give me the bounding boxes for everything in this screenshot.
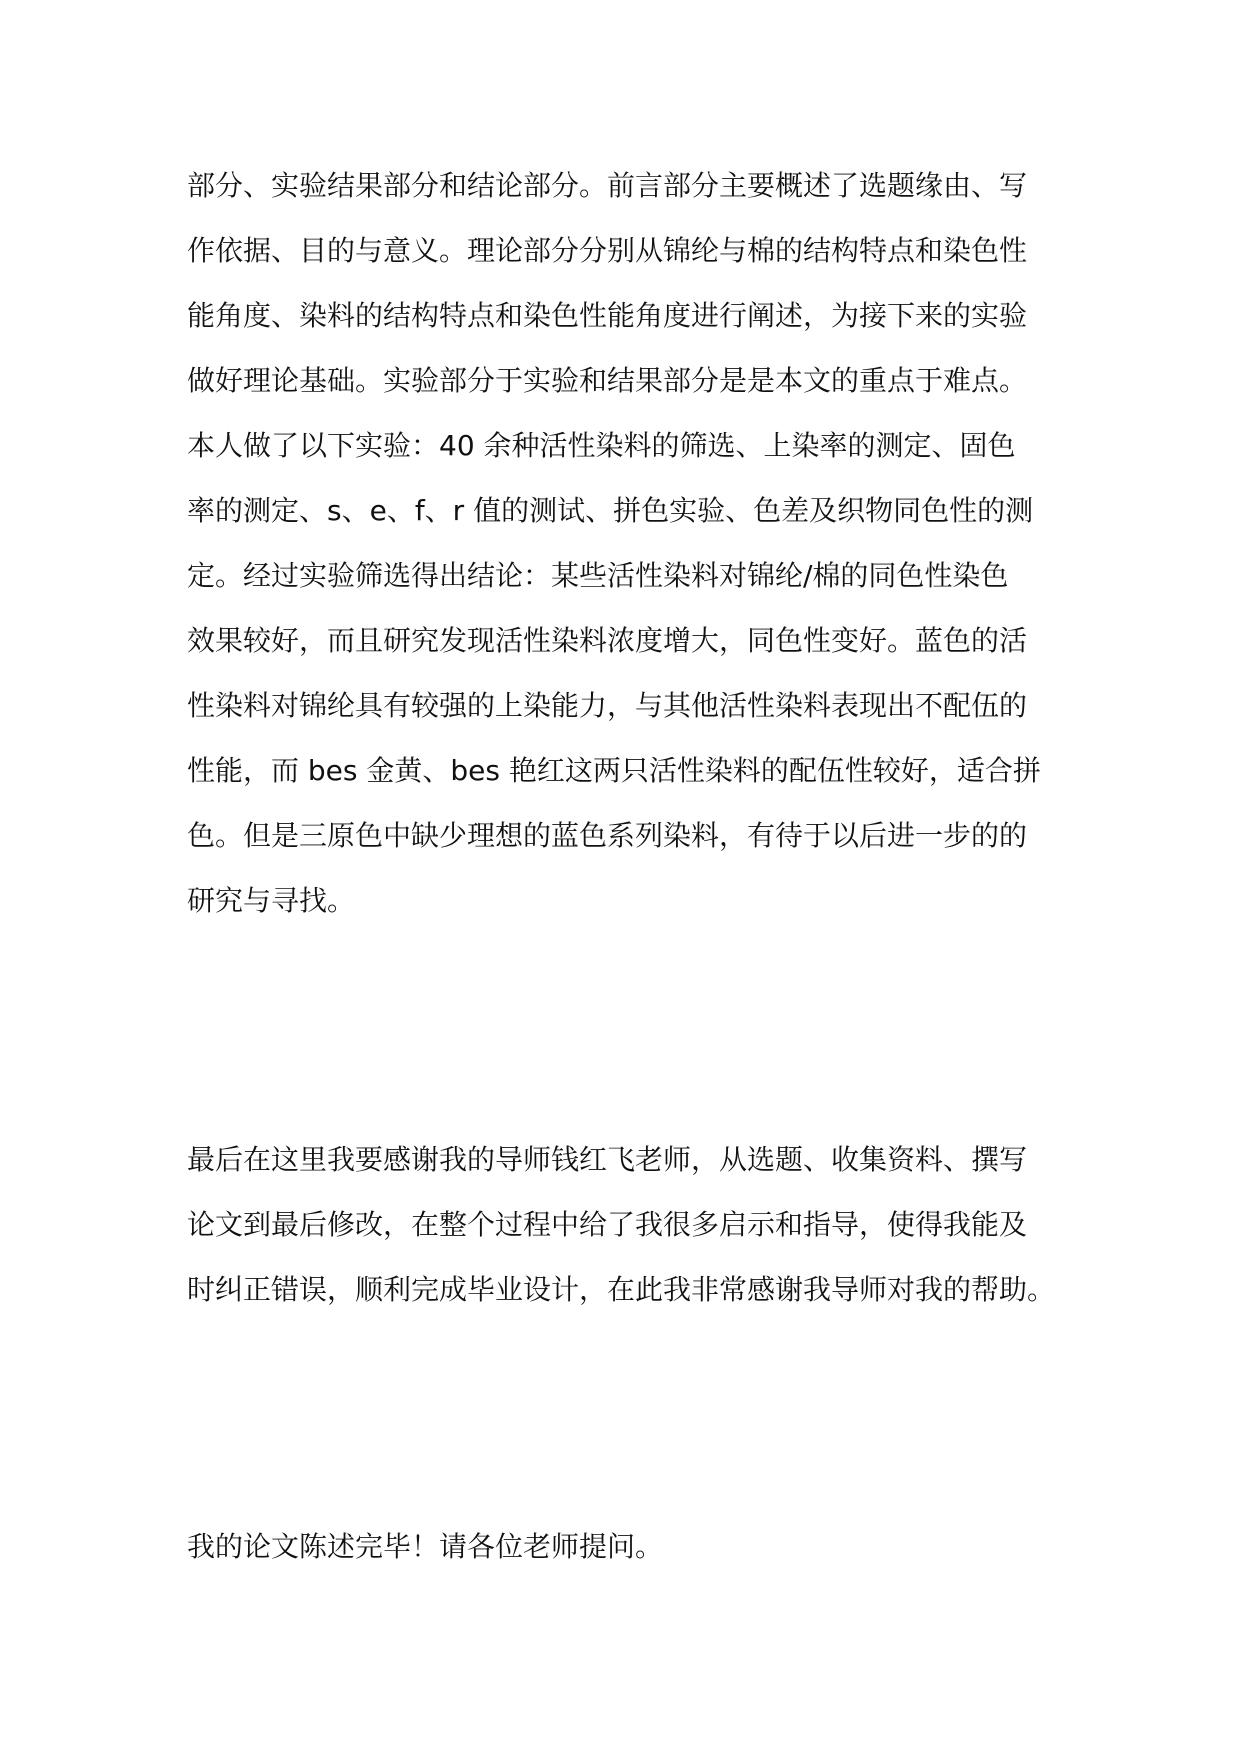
paragraph-line: 能角度、染料的结构特点和染色性能角度进行阐述，为接下来的实验: [187, 299, 1028, 332]
paragraph-line: 色。但是三原色中缺少理想的蓝色系列染料，有待于以后进一步的的: [187, 819, 1028, 852]
paragraph-line: 性能，而 bes 金黄、bes 艳红这两只活性染料的配伍性较好，适合拼: [187, 754, 1041, 787]
paragraph-line: 我的论文陈述完毕！请各位老师提问。: [187, 1530, 664, 1563]
paragraph-line: 研究与寻找。: [187, 884, 356, 917]
acknowledgement-paragraph: [187, 1127, 1067, 1322]
summary-paragraph: [187, 153, 1067, 933]
paragraph-line: 性染料对锦纶具有较强的上染能力，与其他活性染料表现出不配伍的: [187, 689, 1028, 722]
paragraph-line: 最后在这里我要感谢我的导师钱红飞老师，从选题、收集资料、撰写: [187, 1143, 1028, 1176]
paragraph-line: 时纠正错误，顺利完成毕业设计，在此我非常感谢我导师对我的帮助。: [187, 1273, 1056, 1306]
paragraph-line: 率的测定、s、e、f、r 值的测试、拼色实验、色差及织物同色性的测: [187, 494, 1034, 527]
closing-paragraph: [187, 1514, 1067, 1579]
paragraph-line: 论文到最后修改，在整个过程中给了我很多启示和指导，使得我能及: [187, 1208, 1028, 1241]
paragraph-line: 做好理论基础。实验部分于实验和结果部分是是本文的重点于难点。: [187, 364, 1028, 397]
paragraph-line: 部分、实验结果部分和结论部分。前言部分主要概述了选题缘由、写: [187, 169, 1028, 202]
paragraph-line: 作依据、目的与意义。理论部分分别从锦纶与棉的结构特点和染色性: [187, 234, 1028, 267]
paragraph-line: 本人做了以下实验：40 余种活性染料的筛选、上染率的测定、固色: [187, 429, 1016, 462]
paragraph-line: 定。经过实验筛选得出结论：某些活性染料对锦纶/棉的同色性染色: [187, 559, 1009, 592]
paragraph-line: 效果较好，而且研究发现活性染料浓度增大，同色性变好。蓝色的活: [187, 624, 1028, 657]
